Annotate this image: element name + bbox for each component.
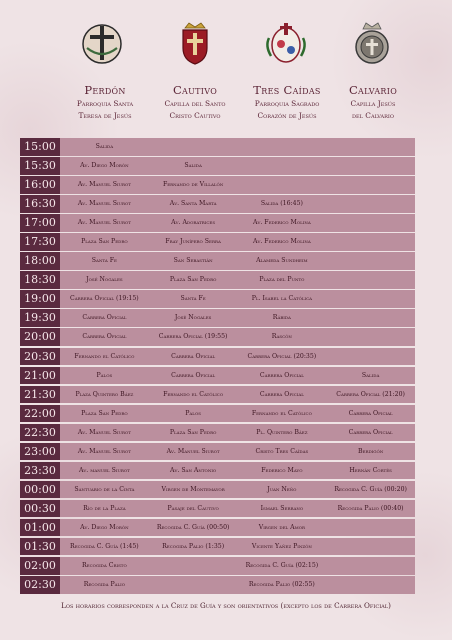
route-cell: Recogida Palio (02:55): [248, 581, 315, 589]
time-cell: 18:30: [20, 271, 60, 289]
route-cell: [326, 233, 415, 251]
route-cell: Recogida Palio (1:35): [162, 542, 225, 550]
time-cell: 23:00: [20, 443, 60, 461]
route-cell: Plaza San Pedro: [169, 276, 217, 284]
crowned-shield-icon: [172, 20, 218, 66]
route-cell: Pl. Isabel la Católica: [251, 295, 313, 303]
route-cell: [326, 290, 415, 308]
time-cell: 23:30: [20, 462, 60, 480]
schedule-row: [20, 500, 415, 518]
time-cell: 20:30: [20, 348, 60, 366]
route-cell: [149, 138, 238, 156]
route-cell: Fernando el Católico: [74, 352, 135, 360]
route-cell: [326, 195, 415, 213]
route-cell: Av. Manuel Siurot: [77, 219, 131, 227]
schedule-row: [20, 157, 415, 175]
route-cell: Av. Santa Marta: [169, 200, 217, 208]
schedule-row: [20, 538, 415, 556]
time-cell: 15:00: [20, 138, 60, 156]
route-cell: Av. Adoratrices: [171, 219, 216, 227]
route-cell: [326, 519, 415, 537]
route-cell: [326, 138, 415, 156]
route-cell: Pasaje del Cautivo: [167, 504, 219, 512]
route-cell: Salida (16:45): [260, 200, 303, 208]
schedule-row: [20, 519, 415, 537]
route-cell: Carrera Oficial: [348, 409, 393, 417]
route-cell: Cristo Tres Caídas: [255, 447, 309, 455]
route-cell: Carrera Oficial: [171, 352, 216, 360]
route-cell: Salida: [361, 371, 380, 379]
brotherhood-subtitle: Parroquia Sagrado: [254, 99, 320, 108]
route-cell: Palos: [185, 409, 201, 417]
brotherhood-name: Cautivo: [172, 83, 218, 97]
time-cell: 19:00: [20, 290, 60, 308]
brotherhood-tres-caidas: [237, 84, 337, 121]
route-cell: [326, 157, 415, 175]
brotherhood-subtitle: del Calvario: [351, 111, 395, 120]
time-cell: 21:00: [20, 367, 60, 385]
time-cell: 16:30: [20, 195, 60, 213]
route-cell: Salida: [95, 143, 114, 150]
route-cell: Carrera Oficial (19:15): [70, 295, 139, 303]
route-cell: [326, 252, 415, 270]
route-cell: Federico Mayo: [261, 466, 303, 474]
footer-note: Los horarios corresponden a la Cruz de Guía y son orientativos (excepto los de Carrera Oficial): [61, 601, 391, 610]
brotherhood-subtitle: Corazón de Jesús: [257, 111, 317, 120]
schedule-row: [20, 557, 415, 575]
schedule-row: [20, 481, 415, 499]
schedule-row: [20, 271, 415, 289]
route-cell: Av. Federico Molina: [252, 219, 311, 227]
route-cell: Palos: [96, 371, 113, 379]
route-cell: Carrera Oficial: [171, 371, 216, 379]
time-cell: 01:00: [20, 519, 60, 537]
brotherhood-subtitle: Parroquia Santa: [76, 99, 134, 108]
route-cell: Carrera Oficial (19:55): [158, 333, 228, 341]
route-cell: Carrera Oficial: [259, 371, 304, 379]
brotherhood-subtitle: Cristo Cautivo: [169, 111, 221, 120]
brotherhood-subtitle: Teresa de Jesús: [78, 111, 132, 120]
schedule-row: [20, 367, 415, 385]
route-cell: Plaza San Pedro: [81, 238, 128, 246]
route-cell: Carrera Oficial (20:35): [247, 352, 317, 360]
route-cell: Av. Manuel Siurot: [77, 181, 131, 189]
time-cell: 00:00: [20, 481, 60, 499]
route-cell: Plaza del Punto: [259, 276, 305, 284]
schedule-row: [20, 290, 415, 308]
route-cell: Ismael Serrano: [260, 504, 304, 512]
route-cell: [326, 214, 415, 232]
route-cell: Carrera Oficial: [82, 333, 127, 341]
schedule-row: [20, 195, 415, 213]
time-cell: 01:30: [20, 538, 60, 556]
route-cell: [326, 328, 415, 346]
brotherhood-subtitle: Capilla del Santo: [164, 99, 226, 108]
route-cell: Fray Junípero Serra: [165, 238, 221, 246]
route-cell: Carrera Oficial: [82, 314, 127, 322]
route-cell: Recogida C. Guía (1:45): [70, 542, 139, 550]
route-cell: [149, 576, 238, 594]
route-cell: Salida: [184, 162, 202, 170]
route-cell: [326, 271, 415, 289]
schedule-row: [20, 214, 415, 232]
route-cell: San Sebastián: [173, 257, 213, 265]
schedule-row: [20, 405, 415, 423]
route-cell: Pl. Quintero Báez: [256, 428, 308, 436]
route-cell: José Nogales: [86, 276, 123, 284]
route-cell: Rascón: [271, 333, 292, 341]
time-cell: 22:00: [20, 405, 60, 423]
brotherhood-cautivo: [145, 84, 245, 121]
route-cell: [326, 557, 415, 575]
schedule-row: [20, 328, 415, 346]
route-cell: Recogida C. Guía (00:20): [334, 485, 407, 493]
time-cell: 21:30: [20, 386, 60, 404]
route-cell: Rábida: [272, 314, 291, 322]
route-cell: Recogida Cristo: [81, 562, 127, 570]
brotherhood-perdon: [55, 84, 155, 121]
time-cell: 20:00: [20, 328, 60, 346]
schedule-row: [20, 348, 415, 366]
route-cell: Plaza San Pedro: [81, 409, 128, 417]
route-cell: Hernán Cortés: [349, 466, 392, 474]
route-cell: Virgen de Montemayor: [161, 485, 225, 493]
route-cell: Alameda Sundheim: [256, 257, 308, 265]
route-cell: Berdigón: [358, 447, 384, 455]
route-cell: Fernando el Católico: [251, 409, 312, 417]
route-cell: Santa Fe: [180, 295, 206, 303]
route-cell: Recogida C. Guía (00:50): [156, 523, 230, 531]
route-cell: [238, 176, 327, 194]
route-cell: Av. Manuel Siurot: [77, 447, 131, 455]
route-cell: [326, 538, 415, 556]
route-cell: Fernando de Villalón: [162, 181, 224, 189]
time-cell: 02:00: [20, 557, 60, 575]
route-cell: Carrera Oficial (21:20): [336, 390, 405, 398]
schedule-row: [20, 309, 415, 327]
route-cell: Av. Diego Morón: [80, 162, 129, 170]
oval-shield-icon: [263, 20, 309, 66]
route-cell: [238, 157, 327, 175]
route-cell: Santuario de la Cinta: [74, 485, 135, 493]
route-cell: Plaza Quintero Báez: [75, 390, 134, 398]
route-cell: Carrera Oficial: [348, 428, 393, 436]
brotherhood-name: Perdón: [84, 83, 126, 97]
schedule-row: [20, 233, 415, 251]
route-cell: Carrera Oficial: [259, 390, 304, 398]
schedule-row: [20, 252, 415, 270]
route-cell: Santa Fe: [91, 257, 117, 265]
brotherhood-name: Calvario: [348, 83, 398, 97]
schedule-row: [20, 424, 415, 442]
route-cell: Recogida Palio: [83, 581, 126, 589]
schedule-row: [20, 176, 415, 194]
route-cell: Juan Neño: [267, 485, 297, 493]
route-cell: Vicente Yañez Pinzón: [251, 542, 312, 550]
time-cell: 19:30: [20, 309, 60, 327]
route-cell: Río de la Plaza: [83, 504, 126, 512]
time-cell: 15:30: [20, 157, 60, 175]
route-cell: Fernando el Católico: [163, 390, 224, 398]
route-cell: José Nogales: [174, 314, 212, 322]
route-cell: [326, 176, 415, 194]
route-cell: [326, 309, 415, 327]
route-cell: Av. Manuel Siurot: [77, 200, 131, 208]
brotherhood-subtitle: Capilla Jesús: [350, 99, 396, 108]
time-cell: 02:30: [20, 576, 60, 594]
route-cell: Av. Diego Morón: [80, 523, 129, 531]
route-cell: Recogida C. Guía (02:15): [245, 562, 319, 570]
route-cell: Av. Manuel Siurot: [166, 447, 220, 455]
schedule-row: [20, 462, 415, 480]
brotherhood-name: Tres Caídas: [253, 83, 321, 97]
route-cell: Virgen del Amor: [258, 523, 305, 531]
route-cell: [326, 348, 415, 366]
route-cell: Plaza San Pedro: [169, 428, 217, 436]
route-cell: Av. Manuel Siurot: [77, 428, 131, 436]
route-cell: Recogida Palio (00:40): [337, 504, 404, 512]
schedule-table: [20, 138, 415, 595]
route-cell: [149, 557, 238, 575]
schedule-row: [20, 576, 415, 594]
route-cell: [238, 138, 327, 156]
brotherhood-calvario: [323, 84, 423, 121]
route-cell: [326, 576, 415, 594]
schedule-row: [20, 443, 415, 461]
time-cell: 22:30: [20, 424, 60, 442]
crowned-medallion-icon: [349, 20, 395, 66]
cross-emblem-icon: [79, 20, 125, 66]
time-cell: 17:30: [20, 233, 60, 251]
schedule-row: [20, 138, 415, 156]
route-cell: Av. Federico Molina: [252, 238, 311, 246]
time-cell: 18:00: [20, 252, 60, 270]
time-cell: 00:30: [20, 500, 60, 518]
schedule-row: [20, 386, 415, 404]
route-cell: Av. manuel Siurot: [78, 466, 130, 474]
route-cell: Av. San Antonio: [170, 466, 217, 474]
time-cell: 17:00: [20, 214, 60, 232]
time-cell: 16:00: [20, 176, 60, 194]
